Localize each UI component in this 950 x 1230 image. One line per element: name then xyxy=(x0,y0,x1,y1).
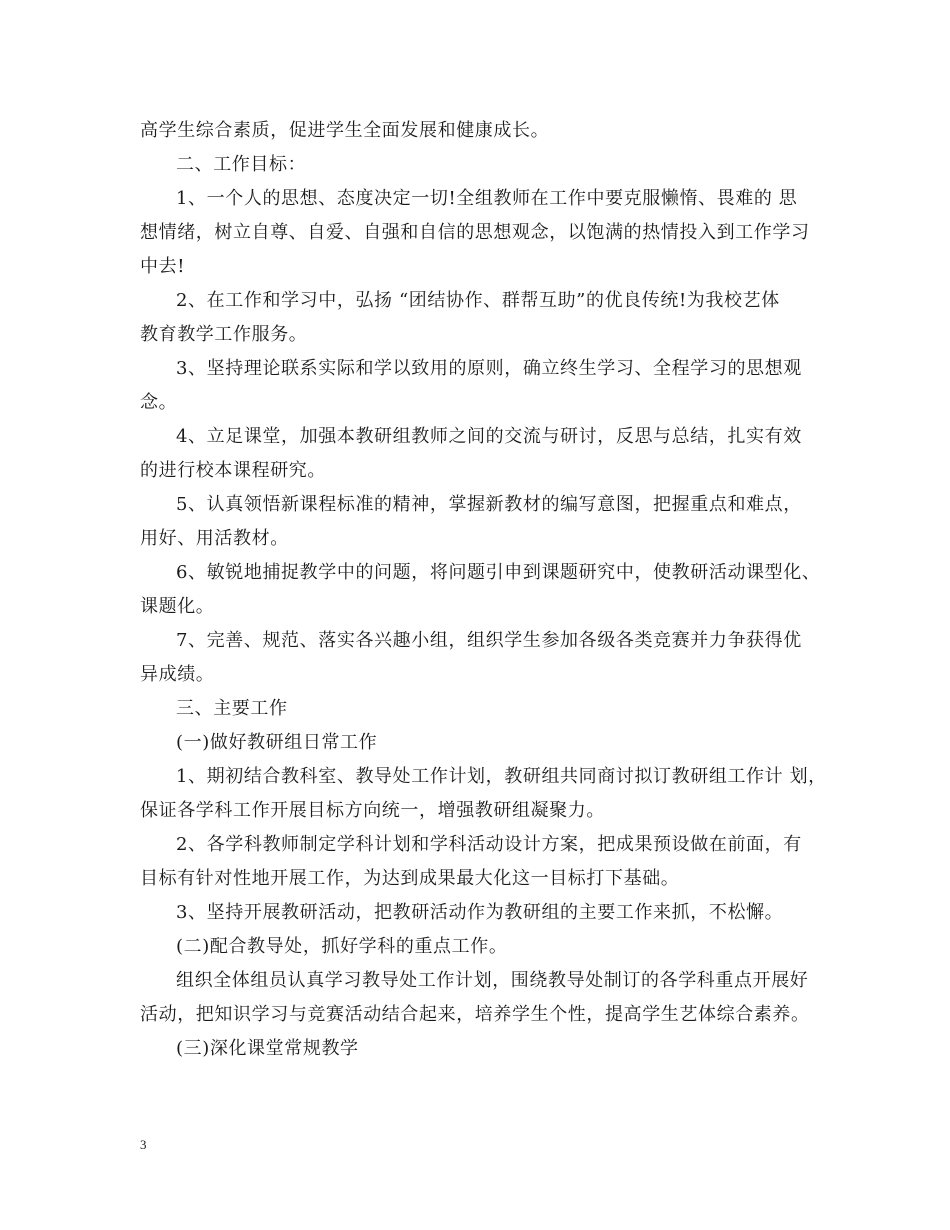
text-line: 高学生综合素质，促进学生全面发展和健康成长。 xyxy=(140,120,550,141)
text-line: 中去! xyxy=(140,256,186,277)
text-line: 3、坚持理论联系实际和学以致用的原则，确立终生学习、全程学习的思想观 xyxy=(176,358,802,379)
text-line: 2、各学科教师制定学科计划和学科活动设计方案，把成果预设做在前面，有 xyxy=(176,834,802,855)
text-line: (三)深化课堂常规教学 xyxy=(176,1038,359,1059)
text-line: 教育教学工作服务。 xyxy=(140,324,308,345)
text-line: 目标有针对性地开展工作，为达到成果最大化这一目标打下基础。 xyxy=(140,868,680,889)
text-line: 课题化。 xyxy=(140,596,215,617)
text-line: (一)做好教研组日常工作 xyxy=(176,732,378,753)
text-line: 1、期初结合教科室、教导处工作计划，教研组共同商讨拟订教研组工作计 划， xyxy=(176,766,827,787)
text-line: 异成绩。 xyxy=(140,664,215,685)
text-line: 三、主要工作 xyxy=(176,698,288,719)
document-body xyxy=(140,114,830,1066)
page-number: 3 xyxy=(140,1137,147,1152)
text-line: 保证各学科工作开展目标方向统一，增强教研组凝聚力。 xyxy=(140,800,605,821)
text-line: 3、坚持开展教研活动，把教研活动作为教研组的主要工作来抓，不松懈。 xyxy=(176,902,784,923)
text-line: 二、工作目标： xyxy=(176,154,307,175)
text-line: 想情绪，树立自尊、自爱、自强和自信的思想观念，以饱满的热情投入到工作学习 xyxy=(140,222,810,243)
text-line: (二)配合教导处，抓好学科的重点工作。 xyxy=(176,936,508,957)
text-line: 1、一个人的思想、态度决定一切!全组教师在工作中要克服懒惰、畏难的 思 xyxy=(176,188,798,209)
text-line: 组织全体组员认真学习教导处工作计划，围绕教导处制订的各学科重点开展好 xyxy=(176,970,809,991)
text-line: 活动，把知识学习与竞赛活动结合起来，培养学生个性，提高学生艺体综合素养。 xyxy=(140,1004,810,1025)
text-line: 7、完善、规范、落实各兴趣小组，组织学生参加各级各类竞赛并力争获得优 xyxy=(176,630,802,651)
text-line: 5、认真领悟新课程标准的精神，掌握新教材的编写意图，把握重点和难点， xyxy=(176,494,802,515)
text-line: 2、在工作和学习中，弘扬 “团结协作、群帮互助”的优良传统!为我校艺体 xyxy=(176,290,780,311)
text-line: 的进行校本课程研究。 xyxy=(140,460,326,481)
text-line: 6、敏锐地捕捉教学中的问题，将问题引申到课题研究中，使教研活动课型化、 xyxy=(176,562,821,583)
text-line: 念。 xyxy=(140,392,178,413)
text-line: 4、立足课堂，加强本教研组教师之间的交流与研讨，反思与总结，扎实有效 xyxy=(176,426,802,447)
text-line: 用好、用活教材。 xyxy=(140,528,289,549)
